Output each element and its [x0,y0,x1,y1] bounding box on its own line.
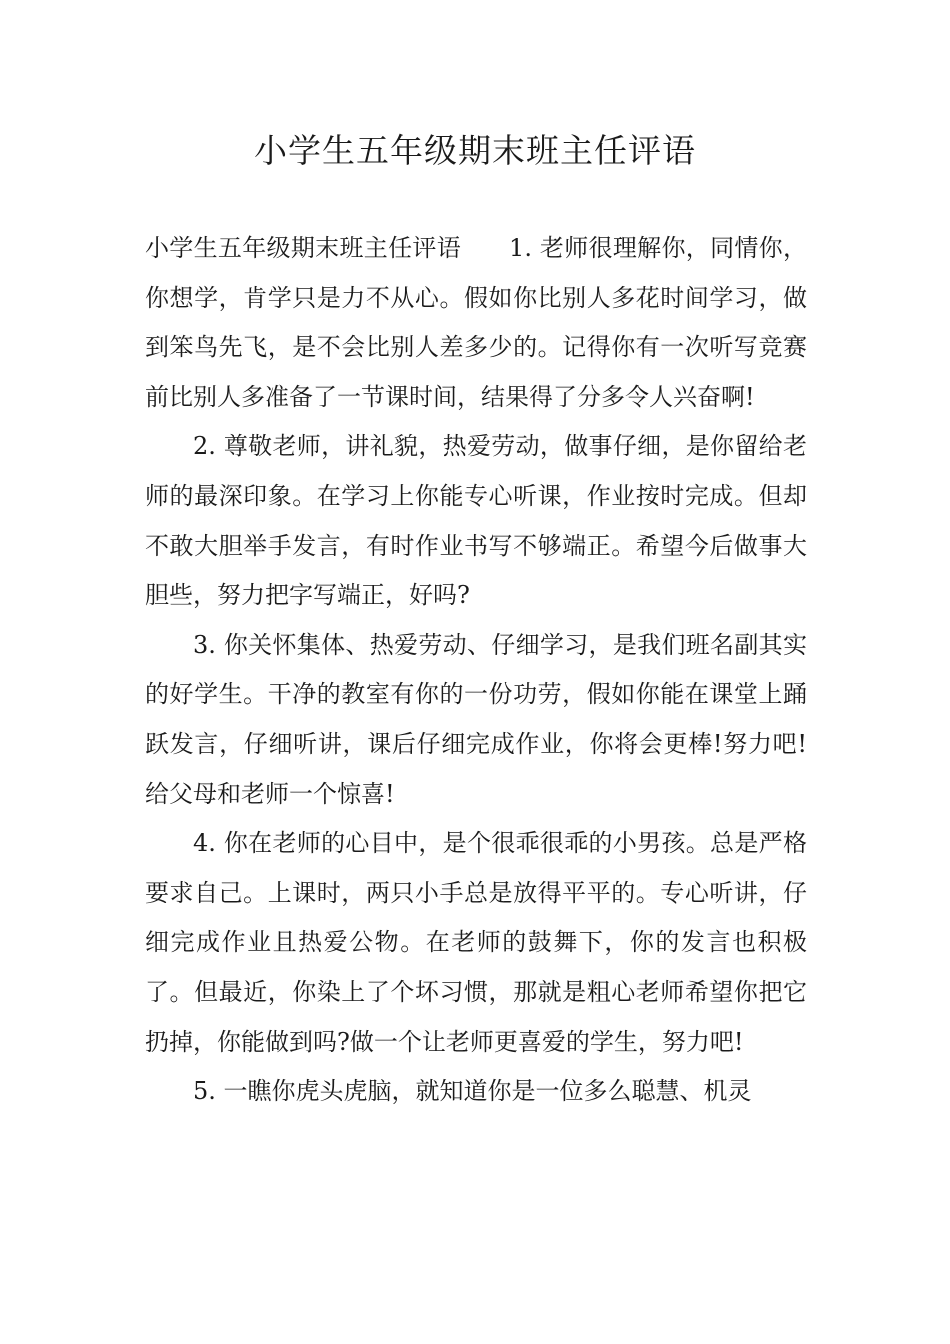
paragraph-5: 5. 一瞧你虎头虎脑，就知道你是一位多么聪慧、机灵 [193,1077,752,1106]
paragraph-3: 3. 你关怀集体、热爱劳动、仔细学习，是我们班名副其实的好学生。干净的教室有你的一份功劳，假如你能在课堂上踊跃发言，仔细听讲，课后仔细完成作业，你将会更棒!努力吧!给父母和老师一个惊喜! [145,630,807,808]
lead-title: 小学生五年级期末班主任评语 [145,234,462,262]
paragraph-1-text: 1. 老师很理解你，同情你，你想学，肯学只是力不从心。假如你比别人多花时间学习，做到笨鸟先飞，是不会比别人差多少的。记得你有一次听写竞赛前比别人多准备了一节课时间，结果得了分多令人兴奋啊! [145,234,807,411]
paragraph-2: 2. 尊敬老师，讲礼貌，热爱劳动，做事仔细，是你留给老师的最深印象。在学习上你能专心听课，作业按时完成。但却不敢大胆举手发言，有时作业书写不够端正。希望今后做事大胆些，努力把字写端正，好吗? [145,432,807,610]
paragraph-1 [145,224,807,422]
document-body [145,224,807,1117]
paragraph-4: 4. 你在老师的心目中，是个很乖很乖的小男孩。总是严格要求自己。上课时，两只小手总是放得平平的。专心听讲，仔细完成作业且热爱公物。在老师的鼓舞下，你的发言也积极了。但最近，你染上了个坏习惯，那就是粗心老师希望你把它扔掉，你能做到吗?做一个让老师更喜爱的学生，努力吧! [145,829,807,1056]
document-title: 小学生五年级期末班主任评语 [254,131,696,170]
